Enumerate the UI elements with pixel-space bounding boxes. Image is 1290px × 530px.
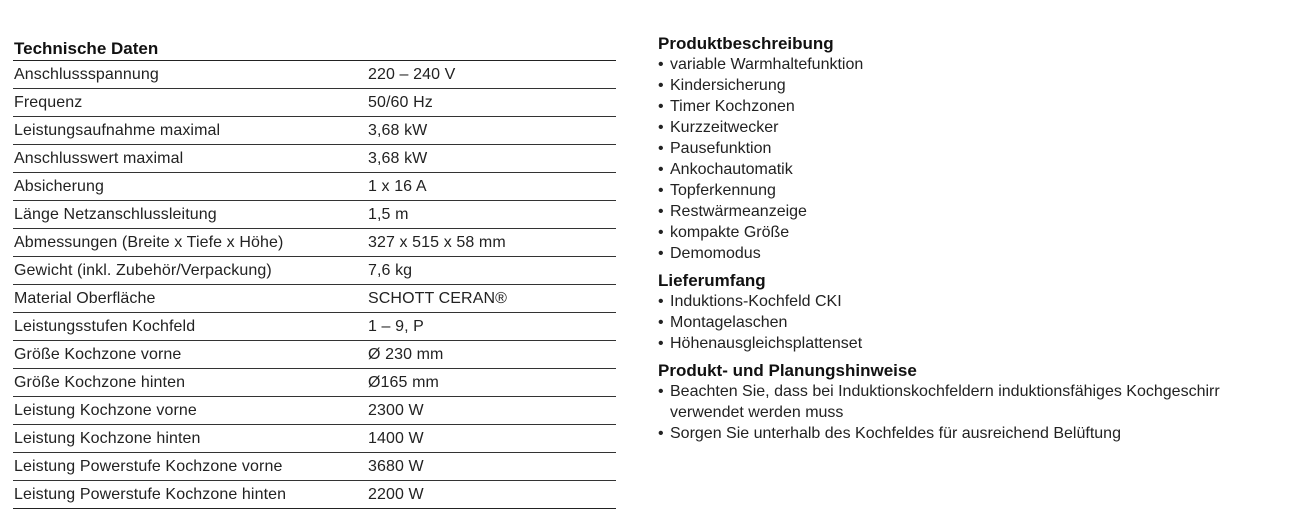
list-item-text: kompakte Größe <box>670 224 790 241</box>
spec-value: Ø165 mm <box>368 369 616 397</box>
list-item-text: Höhenausgleichsplattenset <box>670 335 863 352</box>
list-item-text: Ankochautomatik <box>670 161 793 178</box>
table-row <box>13 229 616 257</box>
table-row <box>13 61 616 89</box>
list-item-text: Topferkennung <box>670 182 776 199</box>
bullet-icon: • <box>658 77 664 94</box>
table-row <box>13 173 616 201</box>
spec-value: 7,6 kg <box>368 257 616 285</box>
list-item <box>658 423 1278 444</box>
spec-value: 327 x 515 x 58 mm <box>368 229 616 257</box>
spec-value: 1 – 9, P <box>368 313 616 341</box>
bullet-icon: • <box>658 140 664 157</box>
table-row <box>13 117 616 145</box>
spec-value: 3,68 kW <box>368 117 616 145</box>
table-row <box>13 145 616 173</box>
list-item-text: Demomodus <box>670 245 761 262</box>
list-item <box>658 138 1278 159</box>
bullet-icon: • <box>658 56 664 73</box>
spec-label: Material Oberfläche <box>13 285 368 313</box>
table-row <box>13 257 616 285</box>
bullet-icon: • <box>658 119 664 136</box>
spec-value: SCHOTT CERAN® <box>368 285 616 313</box>
spec-label: Größe Kochzone vorne <box>13 341 368 369</box>
bullet-icon: • <box>658 98 664 115</box>
list-item <box>658 201 1278 222</box>
list-item-text: Kurzzeitwecker <box>670 119 779 136</box>
list-item <box>658 117 1278 138</box>
technical-data-title: Technische Daten <box>14 39 159 58</box>
table-row <box>13 453 616 481</box>
table-row <box>13 425 616 453</box>
bullet-icon: • <box>658 383 664 400</box>
bullet-icon: • <box>658 314 664 331</box>
spec-label: Leistung Powerstufe Kochzone vorne <box>13 453 368 481</box>
list-item-text: Induktions-Kochfeld CKI <box>670 293 842 310</box>
planning-notes-title: Produkt- und Planungshinweise <box>658 361 917 380</box>
list-item <box>658 75 1278 96</box>
scope-of-delivery-title: Lieferumfang <box>658 271 766 290</box>
list-item-text: Sorgen Sie unterhalb des Kochfeldes für ausreichend Belüftung <box>670 425 1121 442</box>
list-item <box>658 54 1278 75</box>
table-row <box>13 369 616 397</box>
bullet-icon: • <box>658 245 664 262</box>
product-description-title: Produktbeschreibung <box>658 34 834 53</box>
bullet-icon: • <box>658 425 664 442</box>
planning-notes-list <box>658 381 1278 444</box>
bullet-icon: • <box>658 293 664 310</box>
list-item-text: Timer Kochzonen <box>670 98 795 115</box>
spec-value: 1400 W <box>368 425 616 453</box>
list-item <box>658 291 1278 312</box>
spec-value: 3,68 kW <box>368 145 616 173</box>
list-item-text: Kindersicherung <box>670 77 786 94</box>
table-row <box>13 201 616 229</box>
technical-data-section <box>13 38 616 509</box>
list-item <box>658 96 1278 117</box>
table-row <box>13 89 616 117</box>
spec-label: Leistungsaufnahme maximal <box>13 117 368 145</box>
table-row <box>13 397 616 425</box>
list-item-text: Beachten Sie, dass bei Induktionskochfeldern induktionsfähiges Kochgeschirr verwendet werden muss <box>670 383 1220 421</box>
table-row <box>13 341 616 369</box>
list-item <box>658 381 1278 423</box>
spec-value: 2200 W <box>368 481 616 509</box>
spec-label: Größe Kochzone hinten <box>13 369 368 397</box>
spec-label: Anschlusswert maximal <box>13 145 368 173</box>
list-item <box>658 159 1278 180</box>
bullet-icon: • <box>658 203 664 220</box>
list-item-text: Restwärmeanzeige <box>670 203 807 220</box>
spec-label: Gewicht (inkl. Zubehör/Verpackung) <box>13 257 368 285</box>
list-item-text: Pausefunktion <box>670 140 772 157</box>
bullet-icon: • <box>658 182 664 199</box>
spec-label: Leistung Kochzone hinten <box>13 425 368 453</box>
spec-label: Abmessungen (Breite x Tiefe x Höhe) <box>13 229 368 257</box>
spec-value: 2300 W <box>368 397 616 425</box>
bullet-icon: • <box>658 335 664 352</box>
list-item-text: variable Warmhaltefunktion <box>670 56 864 73</box>
table-row <box>13 481 616 509</box>
table-row <box>13 285 616 313</box>
spec-label: Anschlussspannung <box>13 61 368 89</box>
technical-data-table <box>13 60 616 509</box>
table-row <box>13 313 616 341</box>
list-item <box>658 333 1278 354</box>
spec-value: 220 – 240 V <box>368 61 616 89</box>
bullet-icon: • <box>658 224 664 241</box>
spec-label: Frequenz <box>13 89 368 117</box>
list-item <box>658 243 1278 264</box>
bullet-icon: • <box>658 161 664 178</box>
spec-label: Leistung Powerstufe Kochzone hinten <box>13 481 368 509</box>
spec-label: Länge Netzanschlussleitung <box>13 201 368 229</box>
spec-value: 50/60 Hz <box>368 89 616 117</box>
spec-label: Absicherung <box>13 173 368 201</box>
product-description-list <box>658 54 1278 264</box>
spec-value: 3680 W <box>368 453 616 481</box>
spec-value: Ø 230 mm <box>368 341 616 369</box>
scope-of-delivery-list <box>658 291 1278 354</box>
product-info-column <box>658 33 1278 450</box>
spec-label: Leistungsstufen Kochfeld <box>13 313 368 341</box>
spec-label: Leistung Kochzone vorne <box>13 397 368 425</box>
list-item-text: Montagelaschen <box>670 314 788 331</box>
list-item <box>658 222 1278 243</box>
spec-value: 1 x 16 A <box>368 173 616 201</box>
spec-value: 1,5 m <box>368 201 616 229</box>
list-item <box>658 312 1278 333</box>
list-item <box>658 180 1278 201</box>
